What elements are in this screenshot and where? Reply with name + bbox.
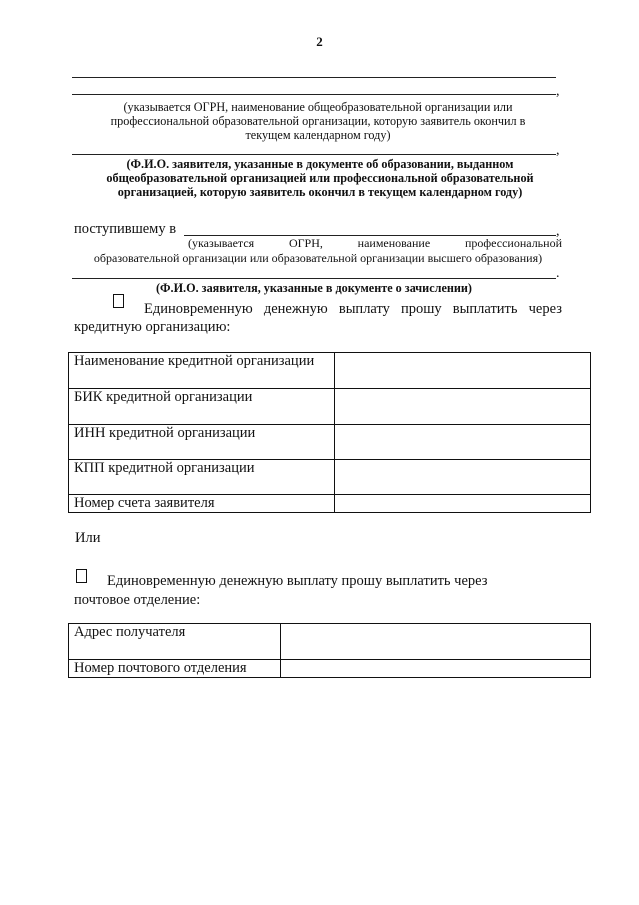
comma: ,	[556, 84, 560, 99]
inn-label: ИНН кредитной организации	[69, 425, 335, 460]
bank-name-field[interactable]	[334, 353, 590, 389]
blank-line-1a[interactable]	[72, 77, 556, 78]
hint-word: наименование	[357, 236, 431, 250]
kpp-label: КПП кредитной организации	[69, 460, 335, 495]
table-row	[69, 460, 591, 495]
hint-word: (указывается	[188, 236, 255, 250]
table-row	[69, 425, 591, 460]
table-row	[69, 624, 591, 660]
bank-option-text-line2: кредитную организацию:	[74, 319, 231, 335]
hint-word: ОГРН,	[288, 236, 323, 250]
post-option-checkbox[interactable]	[76, 569, 87, 583]
post-details-table	[68, 623, 591, 678]
bik-field[interactable]	[334, 389, 590, 425]
text-word: через	[528, 301, 562, 317]
bik-label: БИК кредитной организации	[69, 389, 335, 425]
table-row	[69, 389, 591, 425]
text-word: прошу	[401, 301, 442, 317]
post-office-number-label: Номер почтового отделения	[69, 660, 281, 678]
account-number-field[interactable]	[334, 495, 590, 513]
text-word: выплатить	[452, 301, 518, 317]
enrolled-label: поступившему в	[74, 221, 177, 237]
bank-option-text-line1	[144, 301, 562, 318]
hint-applicant-fio-enrollment: (Ф.И.О. заявителя, указанные в документе о зачислении)	[156, 281, 472, 295]
table-row	[69, 353, 591, 389]
hint-word: профессиональной	[464, 236, 562, 250]
post-office-number-field[interactable]	[280, 660, 590, 678]
bank-option-checkbox[interactable]	[113, 294, 124, 308]
post-option-text-line2: почтовое отделение:	[74, 592, 201, 608]
kpp-field[interactable]	[334, 460, 590, 495]
blank-line-4[interactable]	[72, 278, 556, 279]
text-word: выплату	[338, 301, 390, 317]
post-option-text-line1: Единовременную денежную выплату прошу выплатить через	[107, 573, 488, 589]
text-word: денежную	[263, 301, 328, 317]
comma: ,	[556, 224, 560, 239]
hint-enrolled-line1	[188, 236, 562, 251]
table-row	[69, 495, 591, 513]
or-text: Или	[75, 530, 101, 546]
inn-field[interactable]	[334, 425, 590, 460]
recipient-address-label: Адрес получателя	[69, 624, 281, 660]
hint-enrolled-line2: образовательной организации или образовательной организации высшего образования)	[93, 251, 543, 265]
text-word: Единовременную	[144, 301, 253, 317]
account-number-label: Номер счета заявителя	[69, 495, 335, 513]
bank-details-table	[68, 352, 591, 513]
bank-name-label: Наименование кредитной организации	[69, 353, 335, 389]
blank-line-1b[interactable]	[72, 94, 556, 95]
page-number: 2	[316, 34, 323, 49]
hint-school-ogrn: (указывается ОГРН, наименование общеобразовательной организации или профессиональной образовательной организации, которую заявитель окончил в текущем календарном году)	[110, 100, 526, 143]
recipient-address-field[interactable]	[280, 624, 590, 660]
comma: ,	[556, 143, 560, 158]
hint-applicant-fio-education: (Ф.И.О. заявителя, указанные в документе об образовании, выданном общеобразовательной организацией или профессиональной образовательной организацией, которую заявитель окончил в текущем календарном году)	[106, 157, 534, 200]
table-row	[69, 660, 591, 678]
period: .	[556, 266, 560, 281]
blank-line-2[interactable]	[72, 154, 556, 155]
